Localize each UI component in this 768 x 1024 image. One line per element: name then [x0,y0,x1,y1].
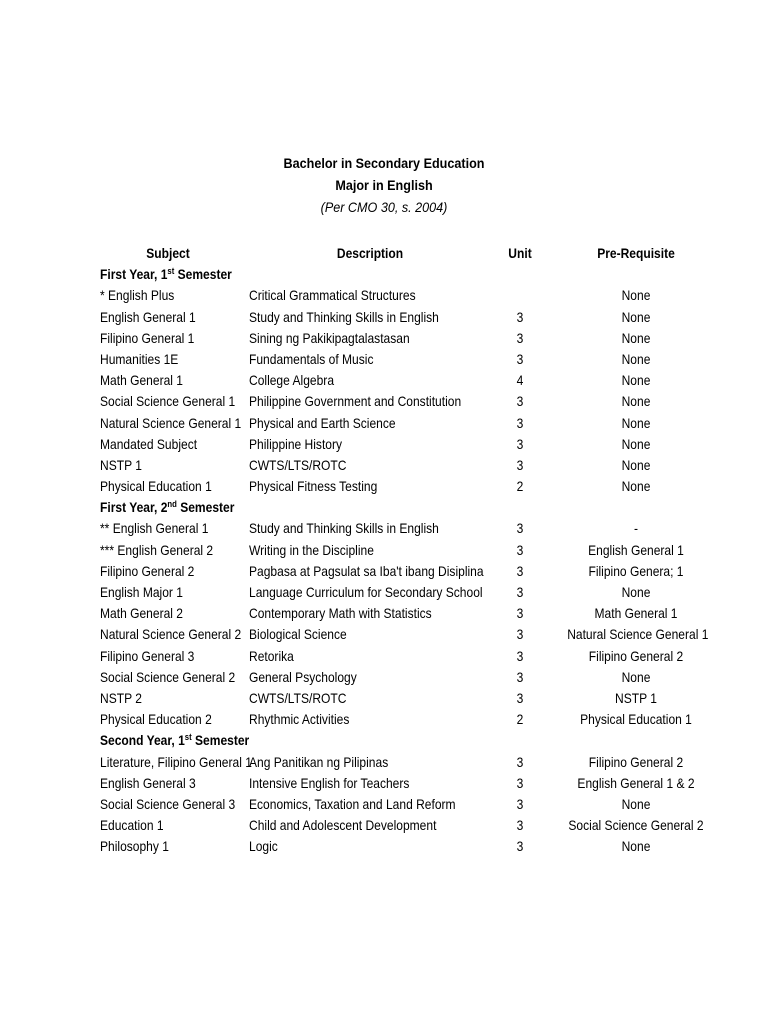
document-subtitle: Major in English [335,177,433,193]
course-subject: Social Science General 1 [100,393,236,410]
course-row [0,709,768,730]
course-description: Fundamentals of Music [249,350,374,367]
course-row [0,794,768,815]
course-description: Child and Adolescent Development [249,817,437,834]
course-unit: 3 [516,584,524,600]
course-row [0,561,768,582]
course-subject: English Major 1 [100,584,183,600]
column-header-description: Description [336,245,404,261]
course-prerequisite: Math General 1 [594,605,678,622]
course-description: Biological Science [249,626,347,643]
course-row [0,603,768,624]
course-description: Philippine Government and Constitution [249,393,462,410]
course-unit: 2 [516,478,524,495]
course-description: Pagbasa at Pagsulat sa Iba't ibang Disiplina [249,562,484,579]
course-prerequisite: Natural Science General 1 [567,626,709,643]
course-subject: English General 1 [100,308,196,325]
course-unit: 3 [516,817,524,834]
semester-label [100,730,249,751]
course-row [0,391,768,412]
course-description: Intensive English for Teachers [249,774,410,791]
course-prerequisite: Filipino General 2 [588,753,684,770]
course-subject: English General 3 [100,774,196,791]
course-subject: Philosophy 1 [100,838,169,855]
course-unit: 3 [516,774,524,791]
course-description: Language Curriculum for Secondary School [249,584,483,600]
semester-label-prefix: First Year, 2 [100,499,168,516]
course-prerequisite: Social Science General 2 [568,817,704,834]
course-prerequisite: None [621,435,651,452]
course-row [0,540,768,561]
course-row [0,518,768,539]
course-unit: 3 [516,626,524,643]
course-description: Writing in the Discipline [249,541,374,558]
course-description: Economics, Taxation and Land Reform [249,795,456,812]
semester-label [100,264,232,285]
course-description: College Algebra [249,372,335,389]
course-prerequisite: None [621,372,651,389]
course-subject: Mandated Subject [100,435,198,452]
course-prerequisite: None [621,795,651,812]
course-row [0,285,768,306]
course-prerequisite: None [621,287,651,304]
course-subject: Social Science General 3 [100,795,236,812]
course-unit: 3 [516,838,524,855]
semester-heading [0,497,768,518]
course-description: General Psychology [249,668,357,685]
course-subject: Math General 2 [100,605,183,622]
course-unit: 3 [516,753,524,770]
document-header [0,152,768,218]
course-prerequisite: None [621,329,651,346]
semester-heading [0,264,768,285]
course-unit: 2 [516,711,524,728]
course-unit: 3 [516,562,524,579]
course-subject: Filipino General 3 [100,647,195,664]
course-subject: Filipino General 1 [100,329,195,346]
course-prerequisite: - [633,520,639,537]
course-description: Contemporary Math with Statistics [249,605,432,622]
course-prerequisite: None [621,350,651,367]
course-prerequisite: None [621,393,651,410]
course-description: CWTS/LTS/ROTC [249,456,347,473]
curriculum-table [0,243,768,857]
course-description: Study and Thinking Skills in English [249,520,439,537]
course-prerequisite: Physical Education 1 [580,711,692,728]
course-description: Logic [249,838,278,855]
course-unit: 3 [516,668,524,685]
semester-label-ordinal: st [167,266,175,277]
course-row [0,434,768,455]
course-description: Critical Grammatical Structures [249,287,416,304]
course-prerequisite: None [621,668,651,685]
course-description: Philippine History [249,435,343,452]
course-description: Ang Panitikan ng Pilipinas [249,753,389,770]
course-unit: 3 [516,647,524,664]
course-subject: Natural Science General 1 [100,414,242,431]
course-unit: 3 [516,520,524,537]
column-header-subject: Subject [146,245,190,261]
semester-label-suffix: Semester [174,266,232,283]
course-row [0,455,768,476]
semester-label-suffix: Semester [191,732,250,749]
column-header-prerequisite: Pre-Requisite [597,245,675,261]
course-row [0,349,768,370]
course-subject: Humanities 1E [100,350,179,367]
course-row [0,815,768,836]
course-subject: Social Science General 2 [100,668,236,685]
semester-label [100,497,234,518]
course-subject: ** English General 1 [100,520,209,537]
course-subject: Natural Science General 2 [100,626,242,643]
column-header-unit: Unit [508,245,532,261]
semester-label-prefix: Second Year, 1 [100,732,185,749]
course-unit: 3 [516,435,524,452]
course-row [0,773,768,794]
course-subject: Filipino General 2 [100,562,195,579]
course-prerequisite: None [621,308,651,325]
course-prerequisite: English General 1 & 2 [577,774,695,791]
course-unit: 3 [516,541,524,558]
course-subject: NSTP 2 [100,689,142,706]
course-description: Study and Thinking Skills in English [249,308,439,325]
semester-label-prefix: First Year, 1 [100,266,168,283]
document-title: Bachelor in Secondary Education [283,155,485,171]
course-row [0,624,768,645]
course-subject: NSTP 1 [100,456,142,473]
course-subject: Literature, Filipino General 1 [100,753,252,770]
course-unit: 3 [516,350,524,367]
course-prerequisite: None [621,838,651,855]
course-row [0,307,768,328]
course-description: Physical and Earth Science [249,414,396,431]
course-row [0,413,768,434]
course-unit: 3 [516,308,524,325]
course-row [0,328,768,349]
course-subject: * English Plus [100,287,175,304]
course-unit: 3 [516,689,524,706]
table-header-row [0,243,768,264]
course-prerequisite: Filipino Genera; 1 [588,562,684,579]
course-description: Physical Fitness Testing [249,478,378,495]
course-unit: 3 [516,795,524,812]
course-unit: 3 [516,329,524,346]
course-prerequisite: English General 1 [588,541,684,558]
semester-heading [0,730,768,751]
course-unit: 3 [516,393,524,410]
course-description: CWTS/LTS/ROTC [249,689,347,706]
course-row [0,646,768,667]
course-description: Retorika [249,647,294,664]
course-subject: *** English General 2 [100,541,214,558]
course-row [0,836,768,857]
course-row [0,370,768,391]
course-unit: 3 [516,605,524,622]
course-prerequisite: None [621,478,651,495]
course-prerequisite: None [621,584,651,600]
course-row [0,688,768,709]
course-subject: Physical Education 2 [100,711,212,728]
course-description: Sining ng Pakikipagtalastasan [249,329,410,346]
course-subject: Physical Education 1 [100,478,212,495]
course-subject: Math General 1 [100,372,183,389]
course-row [0,667,768,688]
document-note: (Per CMO 30, s. 2004) [320,199,448,215]
course-subject: Education 1 [100,817,164,834]
course-row [0,752,768,773]
course-row [0,582,768,603]
course-prerequisite: NSTP 1 [615,689,657,706]
course-prerequisite: Filipino General 2 [588,647,684,664]
course-unit: 3 [516,414,524,431]
course-row [0,476,768,497]
course-prerequisite: None [621,414,651,431]
course-unit: 3 [516,456,524,473]
course-prerequisite: None [621,456,651,473]
course-description: Rhythmic Activities [249,711,350,728]
course-unit: 4 [516,372,524,389]
semester-label-ordinal: nd [167,499,177,510]
semester-label-suffix: Semester [176,499,235,516]
semester-label-ordinal: st [184,732,192,743]
